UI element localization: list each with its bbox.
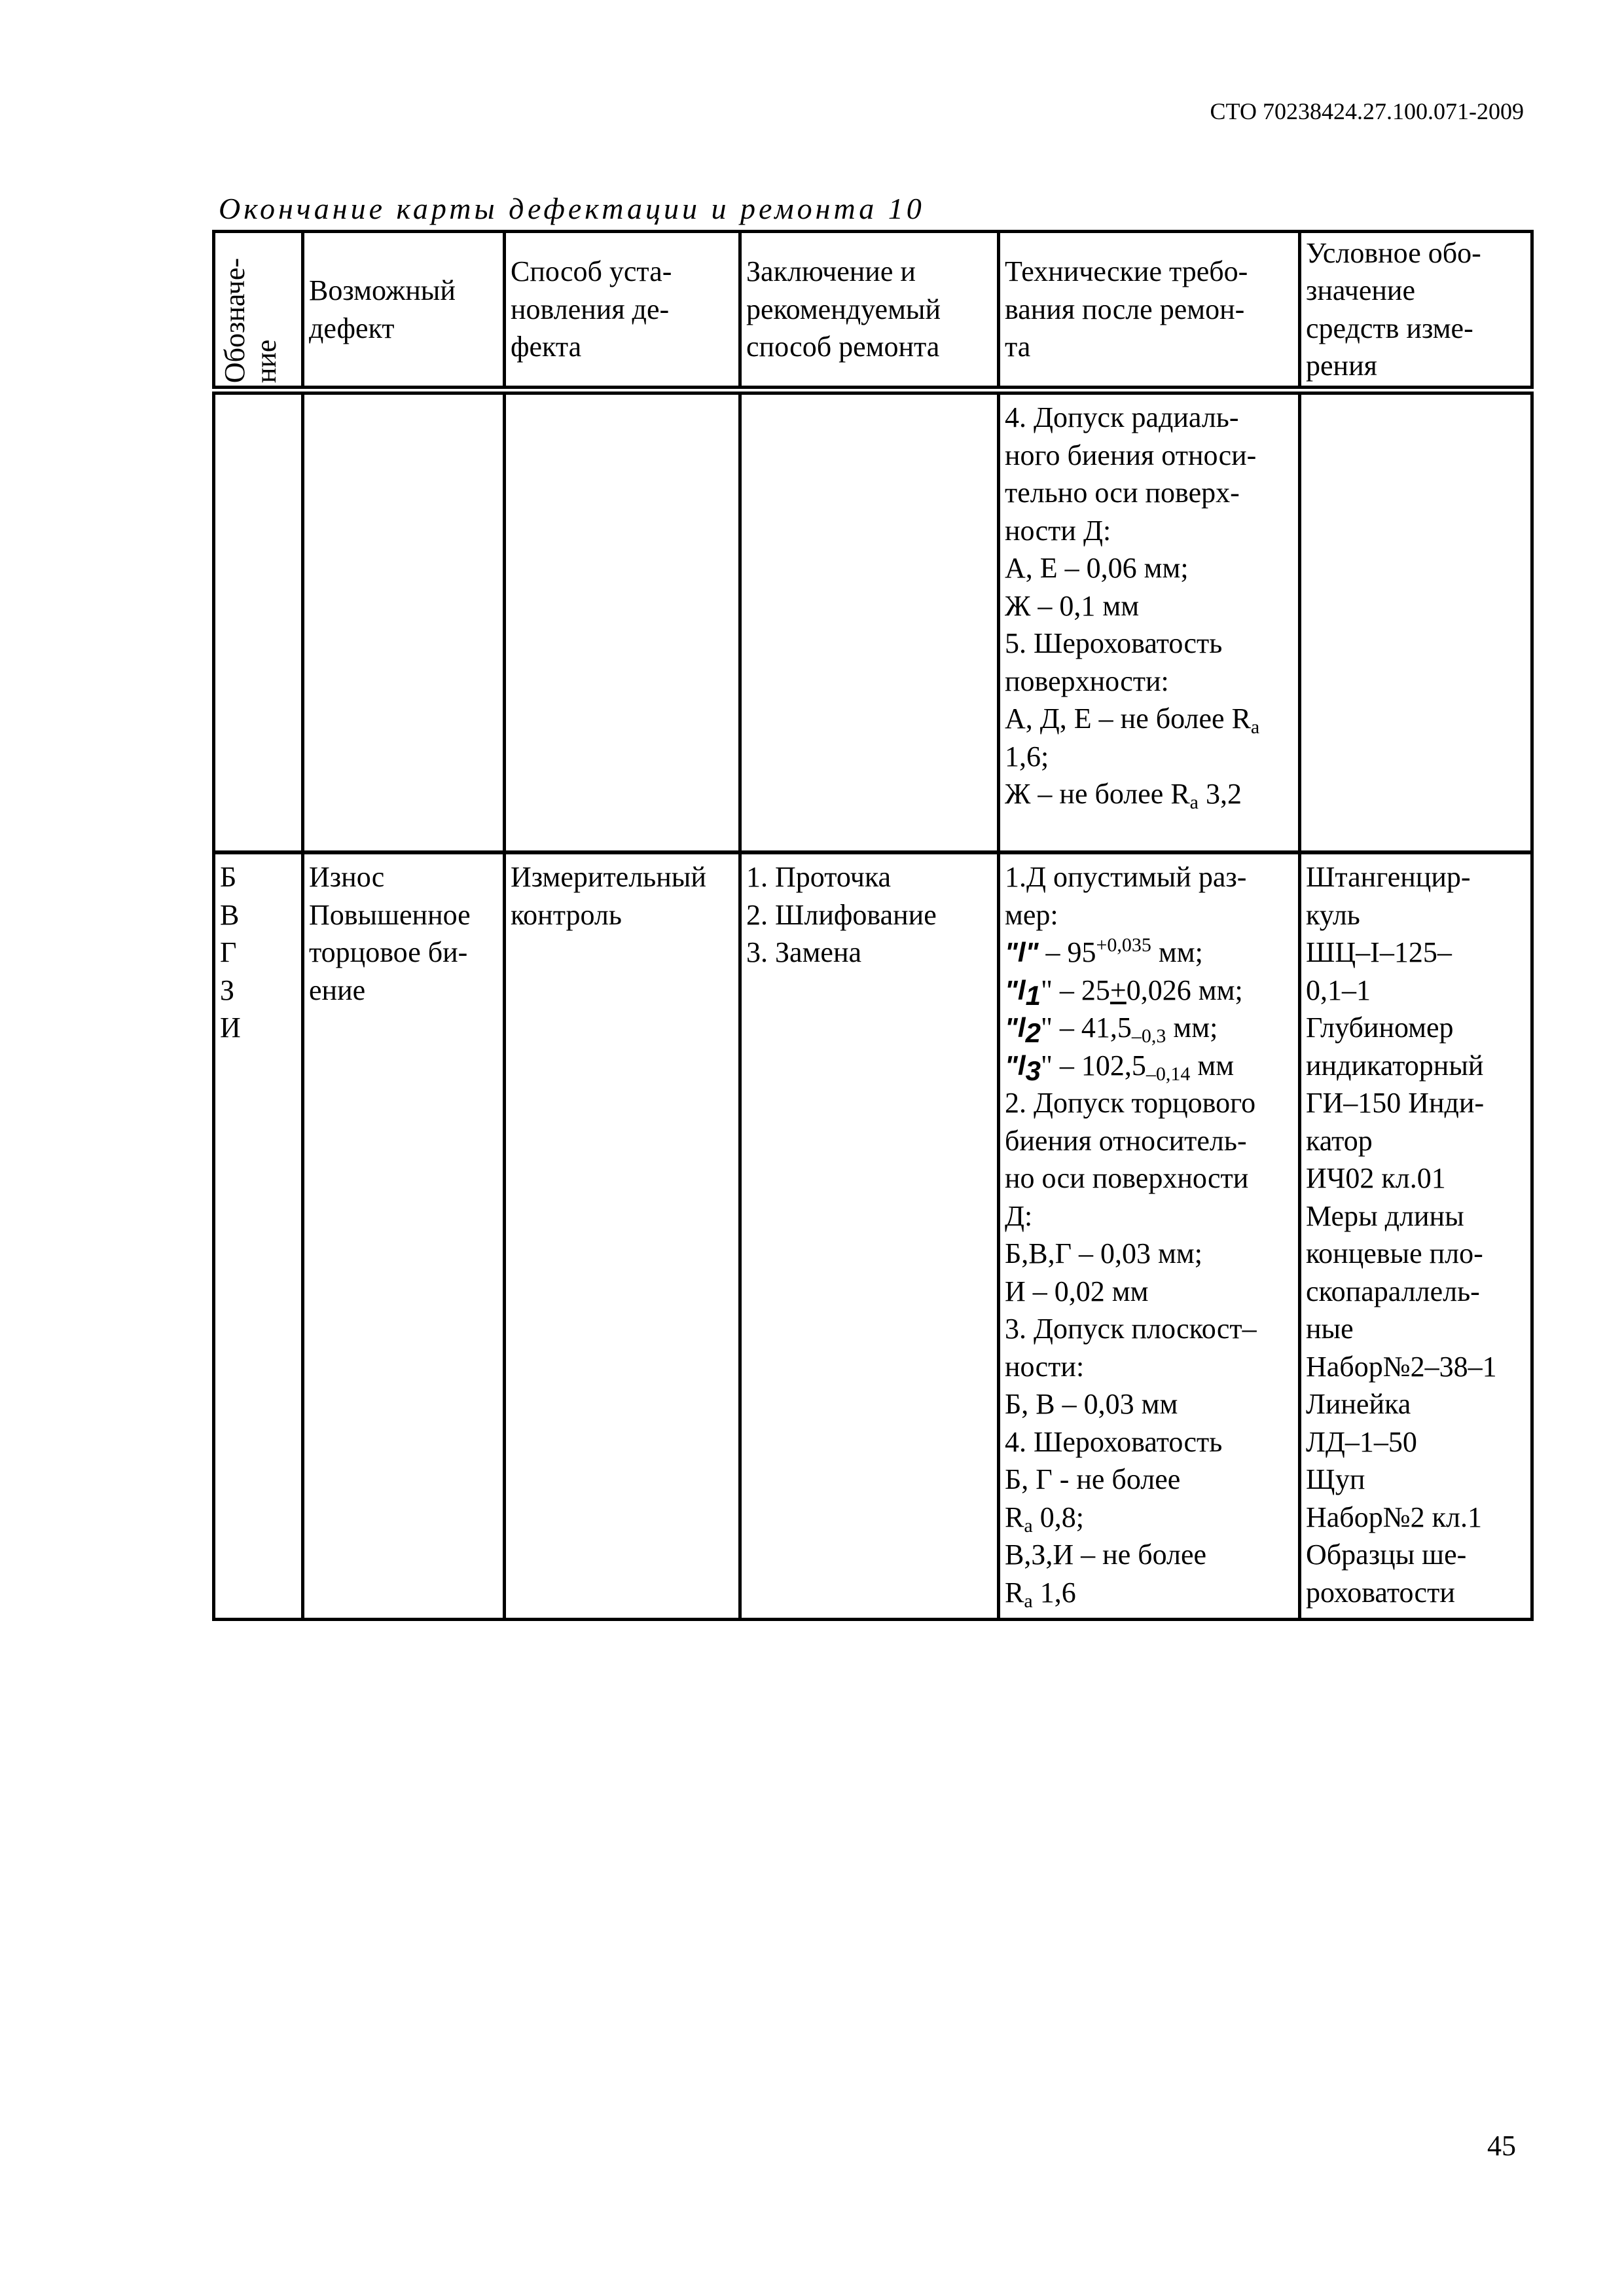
header-repair-method	[740, 232, 999, 391]
instrument-line: куль	[1306, 898, 1360, 931]
defect-repair-table	[212, 230, 1534, 1621]
header-instruments-line: Условное обо-	[1306, 236, 1481, 269]
cell-instruments	[1300, 390, 1532, 852]
instrument-line: Набор№2 кл.1	[1306, 1501, 1483, 1533]
cell-defect	[303, 390, 505, 852]
requirement-line: 1,6;	[1005, 740, 1049, 773]
requirement-text: мм	[1190, 1049, 1235, 1082]
defect-line: ение	[309, 974, 366, 1006]
requirement-text: Ж – не более R	[1005, 778, 1190, 810]
dimension-symbol: "l	[1005, 1012, 1026, 1043]
header-instruments-line: значение	[1306, 274, 1415, 306]
designation-letter: В	[220, 898, 240, 931]
requirement-line	[1005, 934, 1293, 972]
cell-repair	[740, 852, 999, 1620]
subscript-a: a	[1250, 716, 1260, 738]
instrument-line: катор	[1306, 1124, 1373, 1157]
requirement-text: А, Д, Е – не более R	[1005, 702, 1251, 735]
tolerance-subscript: –0,3	[1131, 1025, 1166, 1047]
instrument-line: Глубиномер	[1306, 1011, 1454, 1044]
requirement-text: – 95	[1038, 936, 1096, 968]
dimension-symbol: "l"	[1005, 937, 1039, 968]
header-requirements	[999, 232, 1300, 391]
header-repair-line: рекомендуемый	[746, 293, 941, 325]
instrument-line: концевые пло-	[1306, 1237, 1483, 1269]
instrument-line: Образцы ше-	[1306, 1539, 1467, 1571]
requirement-line: Б, В – 0,03 мм	[1005, 1388, 1178, 1420]
cell-designation	[214, 852, 303, 1620]
dimension-subscript: 3	[1025, 1055, 1041, 1086]
requirement-line: но оси поверхности	[1005, 1162, 1249, 1194]
requirement-line: Б, Г - не более	[1005, 1463, 1181, 1495]
header-instruments	[1300, 232, 1532, 391]
method-line: Измерительный	[511, 861, 706, 893]
page-number: 45	[1487, 2130, 1516, 2162]
header-defect-line: дефект	[309, 312, 395, 344]
header-instruments-line: средств изме-	[1306, 312, 1473, 344]
requirement-text: мм;	[1166, 1011, 1218, 1044]
requirement-line	[1005, 1499, 1293, 1537]
requirement-line: ности:	[1005, 1350, 1085, 1383]
cell-requirements	[999, 390, 1300, 852]
dimension-subscript: 2	[1025, 1017, 1041, 1048]
header-requirements-line: та	[1005, 331, 1031, 363]
requirement-text: мм;	[1151, 936, 1203, 968]
subscript-a: a	[1189, 792, 1199, 813]
document-code: СТО 70238424.27.100.071-2009	[1210, 98, 1524, 124]
header-method-line: Способ уста-	[511, 255, 672, 288]
defect-line: Повышенное	[309, 898, 471, 931]
cell-repair	[740, 390, 999, 852]
plus-minus-sign: +	[1110, 974, 1127, 1006]
requirement-line	[1005, 1009, 1293, 1047]
requirement-line: ности Д:	[1005, 514, 1111, 547]
requirement-text: " – 41,5	[1040, 1011, 1132, 1044]
defect-line: Износ	[309, 861, 385, 893]
header-designation-line: ние	[250, 339, 282, 383]
table-header-row	[214, 232, 1532, 391]
requirement-line	[1005, 1047, 1293, 1085]
requirement-line: Б,В,Г – 0,03 мм;	[1005, 1237, 1202, 1269]
instrument-line: Набор№2–38–1	[1306, 1350, 1497, 1383]
dimension-subscript: 1	[1025, 979, 1041, 1011]
defect-line: торцовое би-	[309, 936, 468, 968]
tolerance-superscript: +0,035	[1096, 934, 1151, 956]
designation-letter: З	[220, 974, 235, 1006]
requirement-line: 1.Д опустимый раз-	[1005, 861, 1247, 893]
header-requirements-line: вания после ремон-	[1005, 293, 1245, 325]
requirement-text: R	[1005, 1576, 1024, 1609]
designation-letter: И	[220, 1011, 241, 1044]
instrument-line: Меры длины	[1306, 1199, 1464, 1232]
requirement-line: биения относитель-	[1005, 1124, 1247, 1157]
requirement-line: 2. Допуск торцового	[1005, 1087, 1256, 1119]
repair-line: 3. Замена	[746, 936, 862, 968]
cell-requirements	[999, 852, 1300, 1620]
requirement-value: 3,2	[1206, 778, 1242, 810]
cell-instruments	[1300, 852, 1532, 1620]
repair-line: 2. Шлифование	[746, 898, 937, 931]
designation-letter: Г	[220, 936, 237, 968]
method-line: контроль	[511, 898, 622, 931]
instrument-line: Штангенцир-	[1306, 861, 1471, 893]
cell-method	[505, 390, 740, 852]
cell-defect	[303, 852, 505, 1620]
dimension-symbol: "l	[1005, 974, 1026, 1006]
header-requirements-line: Технические требо-	[1005, 255, 1248, 288]
header-designation-line: Обозначе-	[219, 257, 251, 383]
requirement-line: 4. Шероховатость	[1005, 1425, 1223, 1458]
cell-method	[505, 852, 740, 1620]
requirement-line	[1005, 1574, 1293, 1612]
requirement-line: поверхности:	[1005, 665, 1169, 697]
requirement-text: 0,026 мм;	[1126, 974, 1243, 1006]
requirement-line	[1005, 775, 1293, 813]
requirement-text: " – 25	[1040, 974, 1110, 1006]
requirement-line: Д:	[1005, 1199, 1033, 1232]
table-row	[214, 852, 1532, 1620]
requirement-line: ного биения относи-	[1005, 439, 1257, 471]
instrument-line: Линейка	[1306, 1388, 1411, 1420]
instrument-line: ИЧ02 кл.01	[1306, 1162, 1446, 1194]
requirement-text: 0,8;	[1032, 1501, 1084, 1533]
instrument-line: индикаторный	[1306, 1049, 1484, 1082]
instrument-line: Щуп	[1306, 1463, 1365, 1495]
requirement-text: " – 102,5	[1040, 1049, 1146, 1082]
header-repair-line: способ ремонта	[746, 331, 940, 363]
requirement-line: мер:	[1005, 898, 1058, 931]
requirement-line: 3. Допуск плоскост–	[1005, 1313, 1257, 1345]
instrument-line: ГИ–150 Инди-	[1306, 1087, 1485, 1119]
requirement-line: В,З,И – не более	[1005, 1539, 1207, 1571]
table-caption: Окончание карты дефектации и ремонта 10	[219, 192, 925, 225]
requirement-line: Ж – 0,1 мм	[1005, 589, 1140, 622]
header-defect-line: Возможный	[309, 274, 456, 306]
instrument-line: скопараллель-	[1306, 1275, 1480, 1307]
header-instruments-line: рения	[1306, 350, 1377, 382]
dimension-symbol: "l	[1005, 1049, 1026, 1081]
subscript-a: a	[1024, 1514, 1033, 1537]
header-detection-method	[505, 232, 740, 391]
instrument-line: ЛД–1–50	[1306, 1425, 1417, 1458]
cell-designation	[214, 390, 303, 852]
requirement-text: 1,6	[1032, 1576, 1076, 1609]
requirement-text: R	[1005, 1501, 1024, 1533]
requirement-line: 5. Шероховатость	[1005, 627, 1223, 659]
requirement-line: А, Е – 0,06 мм;	[1005, 552, 1189, 584]
designation-letter: Б	[220, 861, 237, 893]
header-defect	[303, 232, 505, 391]
header-method-line: фекта	[511, 331, 582, 363]
table-row	[214, 390, 1532, 852]
tolerance-subscript: –0,14	[1146, 1063, 1191, 1085]
requirement-line: тельно оси поверх-	[1005, 477, 1240, 509]
header-method-line: новления де-	[511, 293, 670, 325]
instrument-line: роховатости	[1306, 1576, 1455, 1609]
requirement-line	[1005, 700, 1293, 738]
instrument-line: ШЦ–I–125–	[1306, 936, 1452, 968]
instrument-line: ные	[1306, 1313, 1354, 1345]
header-repair-line: Заключение и	[746, 255, 916, 288]
subscript-a: a	[1024, 1590, 1033, 1612]
requirement-line: 4. Допуск радиаль-	[1005, 401, 1239, 433]
repair-line: 1. Проточка	[746, 861, 892, 893]
header-designation	[214, 232, 303, 391]
requirement-line: И – 0,02 мм	[1005, 1275, 1149, 1307]
requirement-line	[1005, 972, 1293, 1010]
instrument-line: 0,1–1	[1306, 974, 1371, 1006]
